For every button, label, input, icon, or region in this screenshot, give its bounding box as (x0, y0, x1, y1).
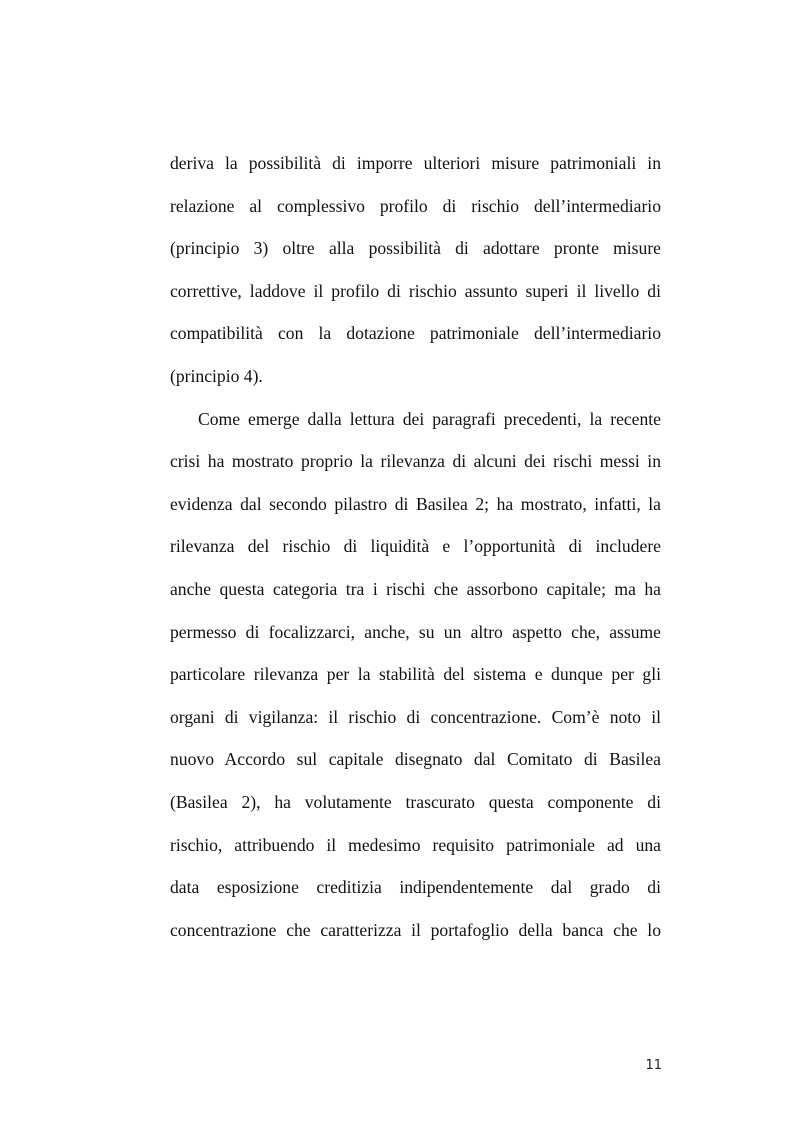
body-text (170, 146, 661, 955)
text-line: deriva la possibilità di imporre ulteriori misure patrimoniali in (170, 153, 661, 173)
text-line: relazione al complessivo profilo di rischio dell’intermediario (170, 195, 661, 216)
paragraph (170, 402, 661, 956)
text-line: (principio 3) oltre alla possibilità di adottare pronte misure (170, 238, 661, 259)
text-line: anche questa categoria tra i rischi che assorbono capitale; ma ha (170, 578, 661, 599)
text-line: rilevanza del rischio di liquidità e l’opportunità di includere (170, 536, 661, 557)
text-line: rischio, attribuendo il medesimo requisito patrimoniale ad una (170, 834, 661, 855)
text-line: nuovo Accordo sul capitale disegnato dal Comitato di Basilea (170, 749, 661, 770)
text-line: (principio 4). (170, 365, 263, 386)
paragraph (170, 146, 661, 402)
text-line: data esposizione creditizia indipendentemente dal grado di (170, 877, 661, 898)
text-line: correttive, laddove il profilo di rischio assunto superi il livello di (170, 280, 661, 301)
text-line: evidenza dal secondo pilastro di Basilea 2; ha mostrato, infatti, la (170, 493, 661, 514)
text-line: crisi ha mostrato proprio la rilevanza di alcuni dei rischi messi in (170, 451, 661, 472)
text-line: compatibilità con la dotazione patrimoniale dell’intermediario (170, 323, 661, 344)
text-line: Come emerge dalla lettura dei paragrafi precedenti, la recente (198, 408, 661, 429)
text-line: particolare rilevanza per la stabilità del sistema e dunque per gli (170, 664, 661, 685)
text-line: organi di vigilanza: il rischio di concentrazione. Com’è noto il (170, 706, 661, 727)
page-number: 11 (645, 1058, 662, 1073)
text-line: concentrazione che caratterizza il portafoglio della banca che lo (170, 919, 661, 940)
text-line: permesso di focalizzarci, anche, su un altro aspetto che, assume (170, 621, 661, 642)
text-line: (Basilea 2), ha volutamente trascurato questa componente di (170, 791, 661, 812)
